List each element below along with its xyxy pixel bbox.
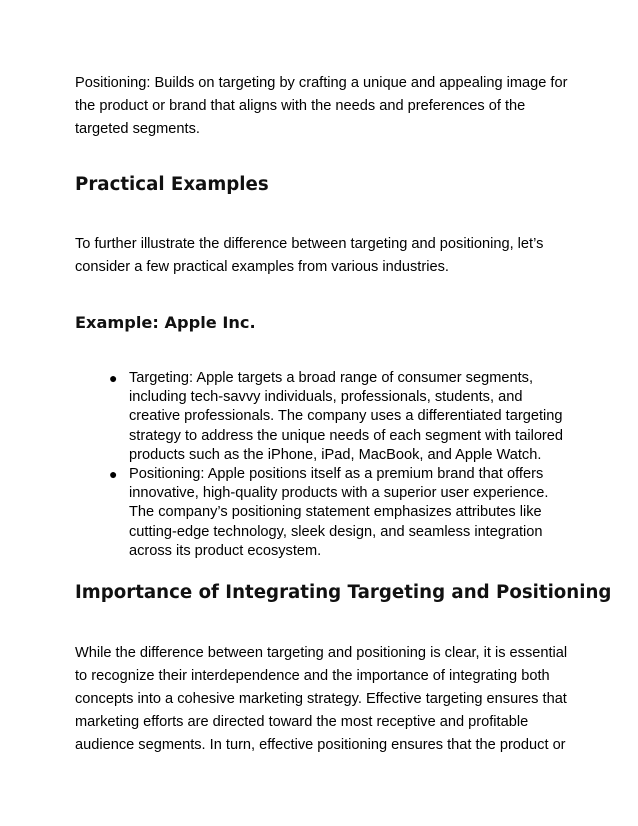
practical-examples-heading: Practical Examples xyxy=(75,174,269,195)
bullet-item-targeting xyxy=(109,369,569,465)
importance-heading: Importance of Integrating Targeting and Positioning xyxy=(75,582,612,603)
importance-paragraph: While the difference between targeting and positioning is clear, it is essential to recognize their interdependence and the importance of integrating both concepts into a cohesive marketing strategy. Effective targeting ensures that marketing efforts are directed toward the most receptive and profitable audience segments. In turn, effective positioning ensures that the product or xyxy=(75,645,568,753)
bullet-text-positioning: Positioning: Apple positions itself as a premium brand that offers innovative, high-quality products with a superior user experience. The company’s positioning statement emphasizes attributes like cutting-edge technology, sleek design, and seamless integration across its product ecosystem. xyxy=(129,466,549,559)
apple-bullet-list xyxy=(109,369,569,561)
bullet-icon: ● xyxy=(109,370,118,386)
practical-examples-intro-paragraph: To further illustrate the difference between targeting and positioning, let’s consider a few practical examples from various industries. xyxy=(75,236,544,275)
bullet-icon: ● xyxy=(109,466,118,483)
positioning-paragraph: Positioning: Builds on targeting by crafting a unique and appealing image for the product or brand that aligns with the needs and preferences of the targeted segments. xyxy=(75,75,568,137)
bullet-text-targeting: Targeting: Apple targets a broad range of consumer segments, including tech-savvy individuals, professionals, students, and creative professionals. The company uses a differentiated targeting strategy to address the unique needs of each segment with tailored products such as the iPhone, iPad, MacBook, and Apple Watch. xyxy=(129,370,564,463)
example-apple-heading: Example: Apple Inc. xyxy=(75,313,256,332)
bullet-item-positioning xyxy=(109,465,569,561)
